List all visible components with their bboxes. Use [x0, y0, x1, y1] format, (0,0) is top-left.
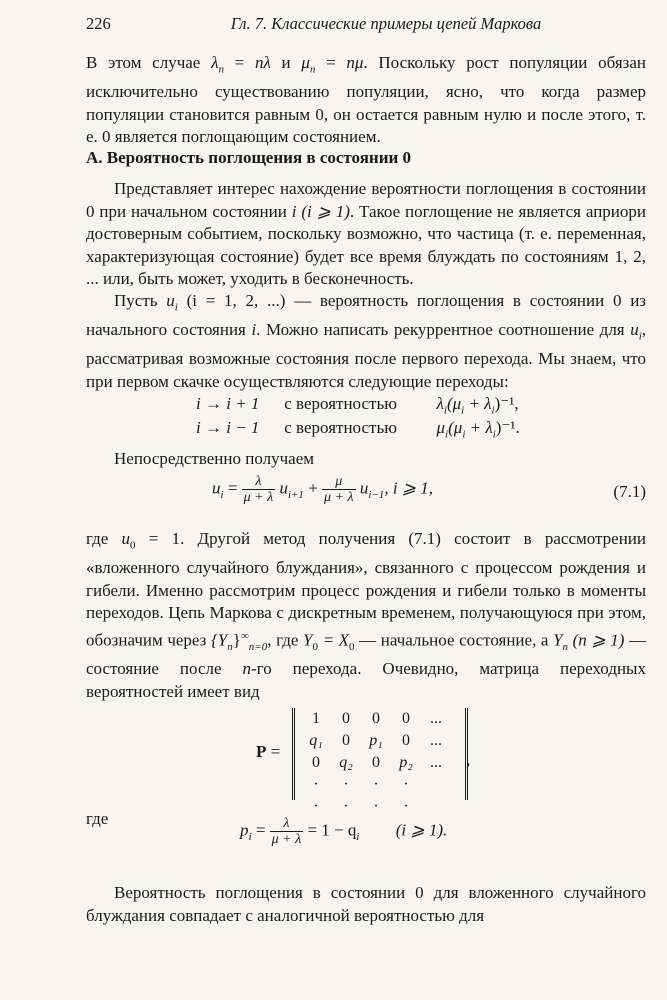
- matrix-cell: 0: [372, 754, 380, 771]
- paragraph-2: Представляет интерес нахождение вероятности поглощения в состоянии 0 при начальном состоянии i (i ⩾ 1). Такое поглощение не является априори достоверным событием, поскольку возможно, что частица (т. е. переменная, характеризующая состояние) будет все время блуждать по состояниям 1, 2, ... или, быть может, уходить в бесконечность.: [86, 179, 646, 289]
- matrix-cell: 0: [342, 732, 350, 749]
- transition-matrix: [292, 708, 471, 815]
- matrix-cell: ·: [313, 798, 319, 815]
- matrix-table: [301, 708, 451, 818]
- transition-2: i → i − 1 с вероятностью $\mu_i(\mu_i + \lambda_i)^{-1}$.: [196, 418, 520, 441]
- matrix-cell: [421, 774, 451, 796]
- matrix-cell: ·: [343, 798, 349, 815]
- transition-1: i → i + 1 с вероятностью $\lambda_i(\mu_i + \lambda_i)^{-1}$,: [196, 394, 519, 417]
- matrix-cell: q₂: [339, 754, 353, 771]
- paragraph-1: В этом случае $\lambda_n = n\lambda$ и $\mu_n = n\mu$. Поскольку рост популяции обязан исключительно существованию популяции, ясно, что когда размер популяции становится равным 0, он остается равным нулю и после этого, т. е. 0 является поглощающим состоянием.: [86, 53, 646, 147]
- matrix-cell: 0: [402, 710, 410, 727]
- matrix-cell: ...: [430, 754, 442, 771]
- matrix-cell: p₁: [369, 732, 383, 749]
- matrix-cell: ...: [430, 710, 442, 727]
- matrix-cell: ·: [403, 776, 409, 793]
- matrix-label: P =: [256, 742, 281, 761]
- matrix-cell: ...: [430, 732, 442, 749]
- equation-number: (7.1): [613, 482, 646, 501]
- page-number: 226: [86, 14, 111, 33]
- matrix-cell: 1: [312, 710, 320, 727]
- matrix-row: [301, 774, 451, 796]
- where-text: где: [86, 809, 109, 828]
- matrix-cell: ·: [403, 798, 409, 815]
- equation-p: $p_i$ = $\frac{\lambda}{\mu + \lambda}$ = $1 - q_i$ (i ⩾ 1).: [240, 816, 448, 847]
- matrix-cell: 0: [312, 754, 320, 771]
- matrix-cell: ·: [373, 798, 379, 815]
- matrix-cell: ·: [313, 776, 319, 793]
- matrix-cell: ·: [373, 776, 379, 793]
- section-heading: А. Вероятность поглощения в состоянии 0: [86, 148, 412, 167]
- running-header: [86, 14, 646, 38]
- matrix-cell: 0: [402, 732, 410, 749]
- paragraph-3: Пусть $u_i$ (i = 1, 2, ...) — вероятность поглощения в состоянии 0 из начального состояния i. Можно написать рекуррентное соотношение для $u_i$, рассматривая возможные состояния после первого перехода. Мы знаем, что при первом скачке осуществляются следующие переходы:: [86, 291, 647, 391]
- matrix-row: [301, 708, 451, 730]
- matrix-cell: ·: [343, 776, 349, 793]
- matrix-cell: 0: [372, 710, 380, 727]
- paragraph-4: где $u_0 = 1$. Другой метод получения (7.1) состоит в рассмотрении «вложенного случайного блуждания», связанного с процессом рождения и гибели. Именно рассмотрим процесс рождения и гибели только в моменты переходов. Цепь Маркова с дискретным временем, получающуюся при этом, обозначим через $\{Y_n\}^\infty_{n=0}$, где $Y_0 = X_0$ — начальное состояние, а $Y_n$ (n ⩾ 1) — состояние после n-го перехода. Очевидно, матрица переходных вероятностей имеет вид: [86, 529, 647, 701]
- matrix-trail: ,: [466, 750, 471, 769]
- matrix-cell: q₁: [309, 732, 323, 749]
- matrix-cell: p₂: [399, 754, 413, 771]
- matrix-row: [301, 752, 451, 774]
- paragraph-5: Вероятность поглощения в состоянии 0 для вложенного случайного блуждания совпадает с аналогичной вероятностью для: [86, 883, 646, 925]
- running-title: Гл. 7. Классические примеры цепей Маркова: [230, 14, 542, 33]
- direct-text: Непосредственно получаем: [114, 449, 315, 468]
- matrix-cell: 0: [342, 710, 350, 727]
- matrix-row: [301, 730, 451, 752]
- equation-7-1: $u_i$ = $\frac{\lambda}{\mu + \lambda}$ $u_{i+1}$ + $\frac{\mu}{\mu + \lambda}$ $u_{i-1}$, i ⩾ 1, (7.1): [212, 474, 646, 505]
